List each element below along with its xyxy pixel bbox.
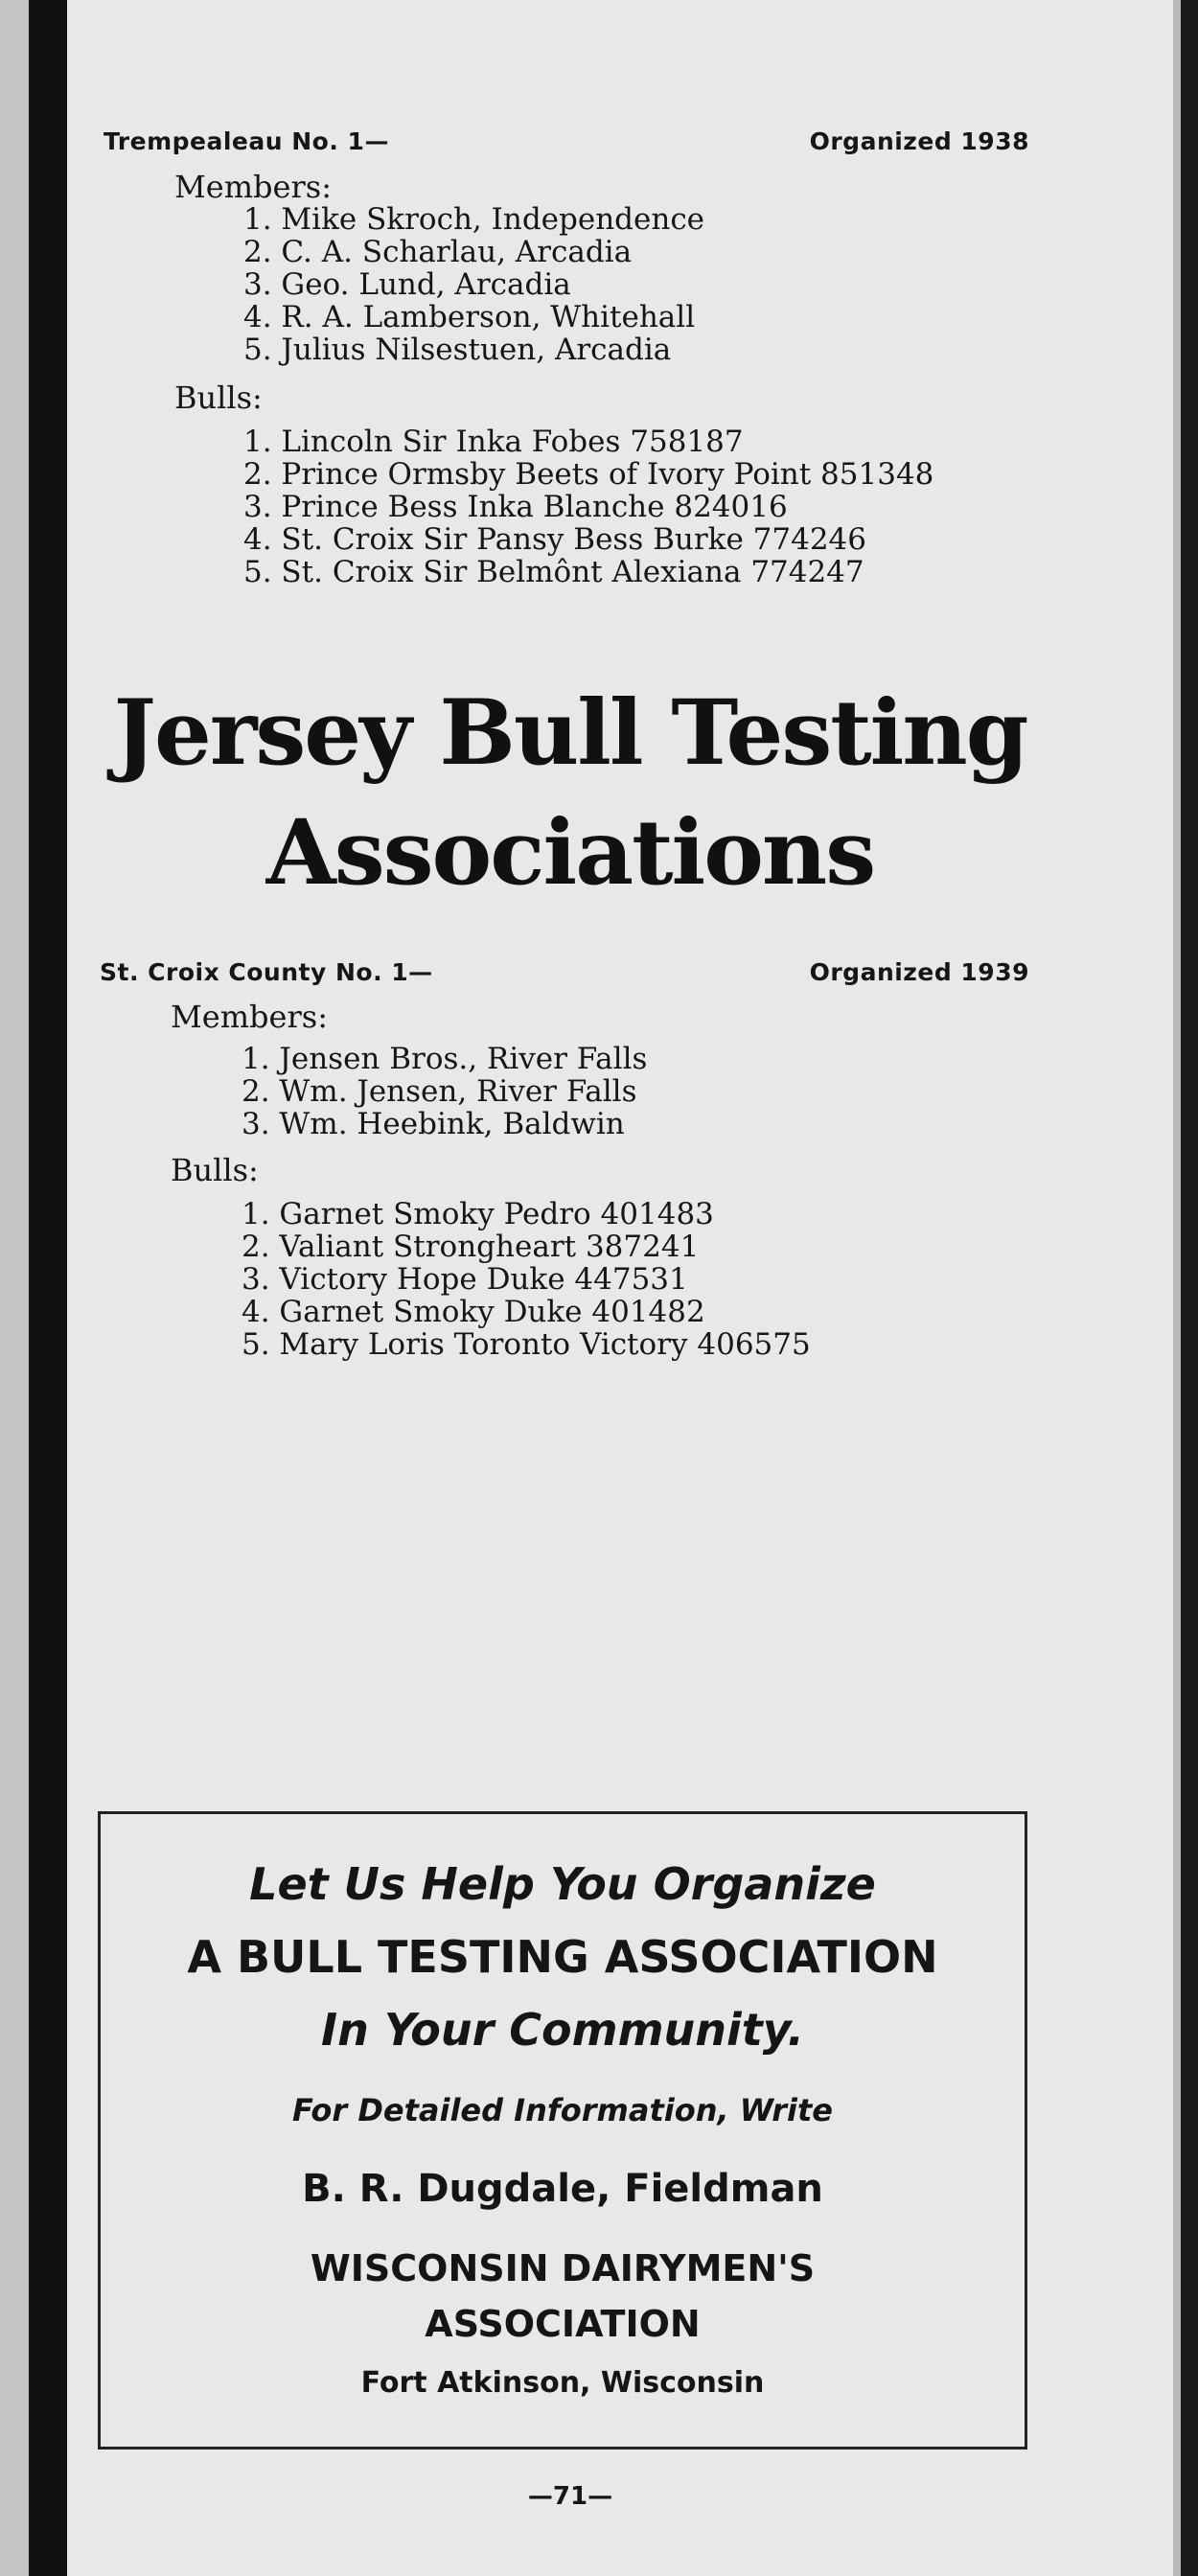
list-item: 5. St. Croix Sir Belmônt Alexiana 774247 [243, 555, 864, 589]
list-item: 3. Victory Hope Duke 447531 [242, 1262, 688, 1297]
ad-headline: Let Us Help You Organize [249, 1858, 876, 1910]
page-number: —71— [527, 2482, 613, 2511]
trempealeau-members-list [243, 203, 704, 366]
page-edge-right [1173, 0, 1181, 2576]
list-item: 4. R. A. Lamberson, Whitehall [243, 300, 696, 334]
trempealeau-organized: Organized 1938 [809, 127, 1029, 155]
list-item: 5. Julius Nilsestuen, Arcadia [243, 333, 672, 367]
st-croix-members-label: Members: [171, 999, 328, 1035]
list-item: 5. Mary Loris Toronto Victory 406575 [242, 1327, 811, 1362]
list-item: 1. Jensen Bros., River Falls [242, 1042, 648, 1076]
page-edge-dark [1181, 0, 1198, 2576]
document-page [67, 0, 1173, 2576]
st-croix-bulls-label: Bulls: [171, 1152, 259, 1188]
section-title-line2: Associations [265, 800, 875, 906]
list-item: 2. Wm. Jensen, River Falls [242, 1074, 637, 1109]
list-item: 4. St. Croix Sir Pansy Bess Burke 774246 [243, 522, 866, 557]
list-item: 3. Prince Bess Inka Blanche 824016 [243, 490, 788, 524]
page-edge-left [0, 0, 29, 2576]
list-item: 2. C. A. Scharlau, Arcadia [243, 235, 633, 269]
st-croix-organized: Organized 1939 [809, 958, 1029, 986]
st-croix-bulls-list [242, 1198, 811, 1361]
list-item: 1. Garnet Smoky Pedro 401483 [242, 1197, 714, 1231]
ad-organization-line1: WISCONSIN DAIRYMEN'S [310, 2247, 816, 2289]
list-item: 1. Lincoln Sir Inka Fobes 758187 [243, 425, 744, 459]
section-title-line1: Jersey Bull Testing [113, 680, 1027, 786]
st-croix-heading: St. Croix County No. 1— [100, 958, 433, 986]
list-item: 3. Wm. Heebink, Baldwin [242, 1107, 625, 1141]
list-item: 2. Valiant Strongheart 387241 [242, 1230, 700, 1264]
trempealeau-bulls-list [243, 426, 933, 588]
ad-community-line: In Your Community. [320, 2004, 805, 2056]
ad-location: Fort Atkinson, Wisconsin [360, 2366, 765, 2400]
binding-spine [29, 0, 67, 2576]
trempealeau-bulls-label: Bulls: [174, 380, 263, 416]
list-item: 3. Geo. Lund, Arcadia [243, 267, 571, 302]
ad-write-line: For Detailed Information, Write [292, 2092, 833, 2128]
ad-association-line: A BULL TESTING ASSOCIATION [187, 1931, 938, 1983]
ad-contact-name: B. R. Dugdale, Fieldman [302, 2167, 823, 2211]
trempealeau-members-label: Members: [174, 169, 332, 205]
trempealeau-heading: Trempealeau No. 1— [104, 127, 389, 155]
st-croix-members-list [242, 1043, 647, 1140]
ad-organization-line2: ASSOCIATION [425, 2303, 701, 2345]
advertisement-box [98, 1811, 1027, 2450]
list-item: 4. Garnet Smoky Duke 401482 [242, 1295, 705, 1329]
list-item: 2. Prince Ormsby Beets of Ivory Point 851348 [243, 457, 934, 492]
list-item: 1. Mike Skroch, Independence [243, 202, 705, 237]
